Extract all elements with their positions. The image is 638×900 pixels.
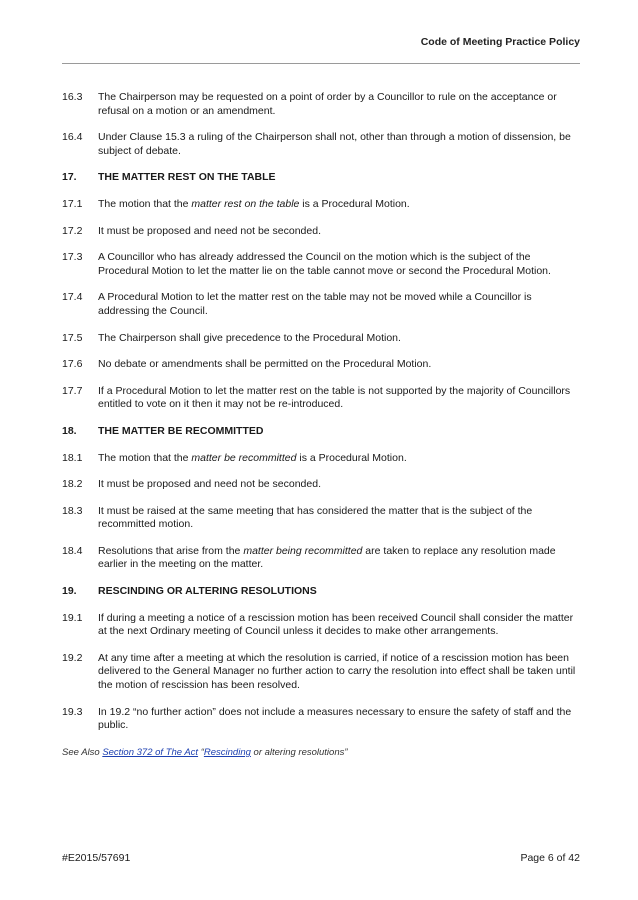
- section-heading-text: [98, 425, 580, 439]
- clause-number: 19.2: [62, 651, 83, 664]
- clause-number: 18.1: [62, 451, 83, 464]
- document-id: #E2015/57691: [62, 852, 131, 864]
- clause-text-part: The motion that the: [98, 197, 192, 210]
- clause-number: 18.2: [62, 478, 83, 491]
- document-body: [62, 91, 580, 759]
- clause-emphasis: matter be recommitted: [191, 451, 297, 464]
- clause-text-part: A Procedural Motion to let the matter rest on the table may not be moved while a Councillor is addressing the Council.: [98, 291, 532, 317]
- clause-text: [98, 385, 580, 412]
- clause-number: 16.4: [62, 131, 83, 144]
- clause-number: 18.3: [62, 504, 83, 517]
- clause-number: 18.4: [62, 544, 83, 557]
- see-also-note: [62, 746, 580, 759]
- rescinding-link[interactable]: Rescinding: [203, 746, 251, 758]
- clause-text: [98, 706, 580, 733]
- clause-number: 16.3: [62, 91, 83, 103]
- clause-text-part: If a Procedural Motion to let the matter rest on the table is not supported by the majority of Councillors entitled to vote on it then it may not be re-introduced.: [98, 384, 571, 411]
- clause-text: [98, 291, 580, 318]
- clause-text-part: THE MATTER REST ON THE TABLE: [98, 171, 276, 184]
- clause-text: [98, 612, 580, 639]
- clause-text-part: is a Procedural Motion.: [299, 197, 410, 210]
- clause-item: [62, 251, 580, 278]
- clause-emphasis: matter being recommitted: [243, 544, 363, 557]
- clause-number: 17.2: [62, 224, 83, 237]
- section-heading-text: [98, 171, 580, 185]
- clause-text-part: RESCINDING OR ALTERING RESOLUTIONS: [98, 585, 317, 598]
- clause-text-part: No debate or amendments shall be permitted on the Procedural Motion.: [98, 358, 432, 371]
- section-heading: [62, 585, 580, 599]
- clause-item: [62, 225, 580, 239]
- see-also-quote-open: “: [200, 746, 204, 758]
- clause-number: 17.1: [62, 197, 83, 210]
- clause-emphasis: matter rest on the table: [191, 197, 300, 210]
- clause-text: [98, 332, 580, 346]
- page-number: Page 6 of 42: [520, 852, 580, 864]
- clause-item: [62, 332, 580, 346]
- clause-text: [98, 478, 580, 492]
- clause-number: 19.3: [62, 705, 83, 718]
- see-also-rest: or altering resolutions”: [250, 746, 348, 758]
- clause-text: [98, 225, 580, 239]
- section-heading: [62, 171, 580, 185]
- clause-text-part: Resolutions that arise from the: [98, 544, 244, 557]
- clause-item: [62, 545, 580, 572]
- clause-text: [98, 545, 580, 572]
- clause-text-part: If during a meeting a notice of a rescission motion has been received Council shall consider the matter at the next Ordinary meeting of Council unless it decides to make other arrangements.: [98, 611, 574, 638]
- clause-item: [62, 452, 580, 466]
- clause-item: [62, 291, 580, 318]
- clause-number: 17.5: [62, 331, 83, 344]
- clause-text: [98, 358, 580, 372]
- clause-text-part: The Chairperson may be requested on a point of order by a Councillor to rule on the acceptance or refusal on a motion or an amendment.: [98, 91, 557, 117]
- section-heading-number: 17.: [62, 171, 77, 184]
- clause-text: [98, 198, 580, 212]
- clause-item: [62, 505, 580, 532]
- clause-text-part: A Councillor who has already addressed the Council on the motion which is the subject of the Procedural Motion to let the matter lie on the table cannot move or second the Procedural Motion.: [98, 251, 551, 277]
- clause-item: [62, 358, 580, 372]
- clause-text-part: It must be proposed and need not be seconded.: [98, 478, 321, 491]
- clause-number: 17.6: [62, 358, 83, 371]
- clause-text-part: THE MATTER BE RECOMMITTED: [98, 424, 264, 437]
- see-also-prefix: See Also: [62, 746, 100, 758]
- section-heading: [62, 425, 580, 439]
- header-divider: [62, 63, 580, 64]
- clause-text-part: It must be proposed and need not be seconded.: [98, 224, 321, 237]
- clause-text-part: Under Clause 15.3 a ruling of the Chairperson shall not, other than through a motion of dissension, be subject of debate.: [98, 131, 571, 157]
- clause-text-part: At any time after a meeting at which the resolution is carried, if notice of a rescission motion has been delivered to the General Manager no further action to carry the resolution into effect shall be taken until the motion of rescission has been resolved.: [98, 651, 576, 692]
- clause-text-part: The Chairperson shall give precedence to the Procedural Motion.: [98, 331, 401, 344]
- clause-item: [62, 131, 580, 158]
- clause-number: 17.4: [62, 291, 83, 304]
- clause-item: [62, 478, 580, 492]
- clause-text: [98, 652, 580, 693]
- clause-text: [98, 251, 580, 278]
- clause-number: 19.1: [62, 611, 83, 624]
- clause-number: 17.3: [62, 251, 83, 264]
- clause-text-part: is a Procedural Motion.: [296, 451, 407, 464]
- clause-item: [62, 385, 580, 412]
- clause-text: [98, 131, 580, 158]
- clause-number: 17.7: [62, 384, 83, 397]
- clause-item: [62, 706, 580, 733]
- clause-text: [98, 505, 580, 532]
- clause-text-part: In 19.2 “no further action” does not include a measures necessary to ensure the safety of staff and the public.: [98, 705, 572, 732]
- clause-item: [62, 612, 580, 639]
- clause-item: [62, 198, 580, 212]
- section-heading-number: 19.: [62, 585, 77, 598]
- clause-text-part: are taken to replace any resolution made earlier in the meeting on the matter.: [98, 544, 556, 571]
- clause-item: [62, 91, 580, 118]
- clause-text: [98, 91, 580, 118]
- document-header-title: Code of Meeting Practice Policy: [420, 36, 580, 48]
- section-372-link[interactable]: Section 372 of The Act: [102, 746, 199, 758]
- section-heading-text: [98, 585, 580, 599]
- section-heading-number: 18.: [62, 424, 77, 437]
- clause-item: [62, 652, 580, 693]
- clause-text-part: It must be raised at the same meeting that has considered the matter that is the subject of the recommitted motion.: [98, 504, 533, 531]
- clause-text: [98, 452, 580, 466]
- clause-text-part: The motion that the: [98, 451, 192, 464]
